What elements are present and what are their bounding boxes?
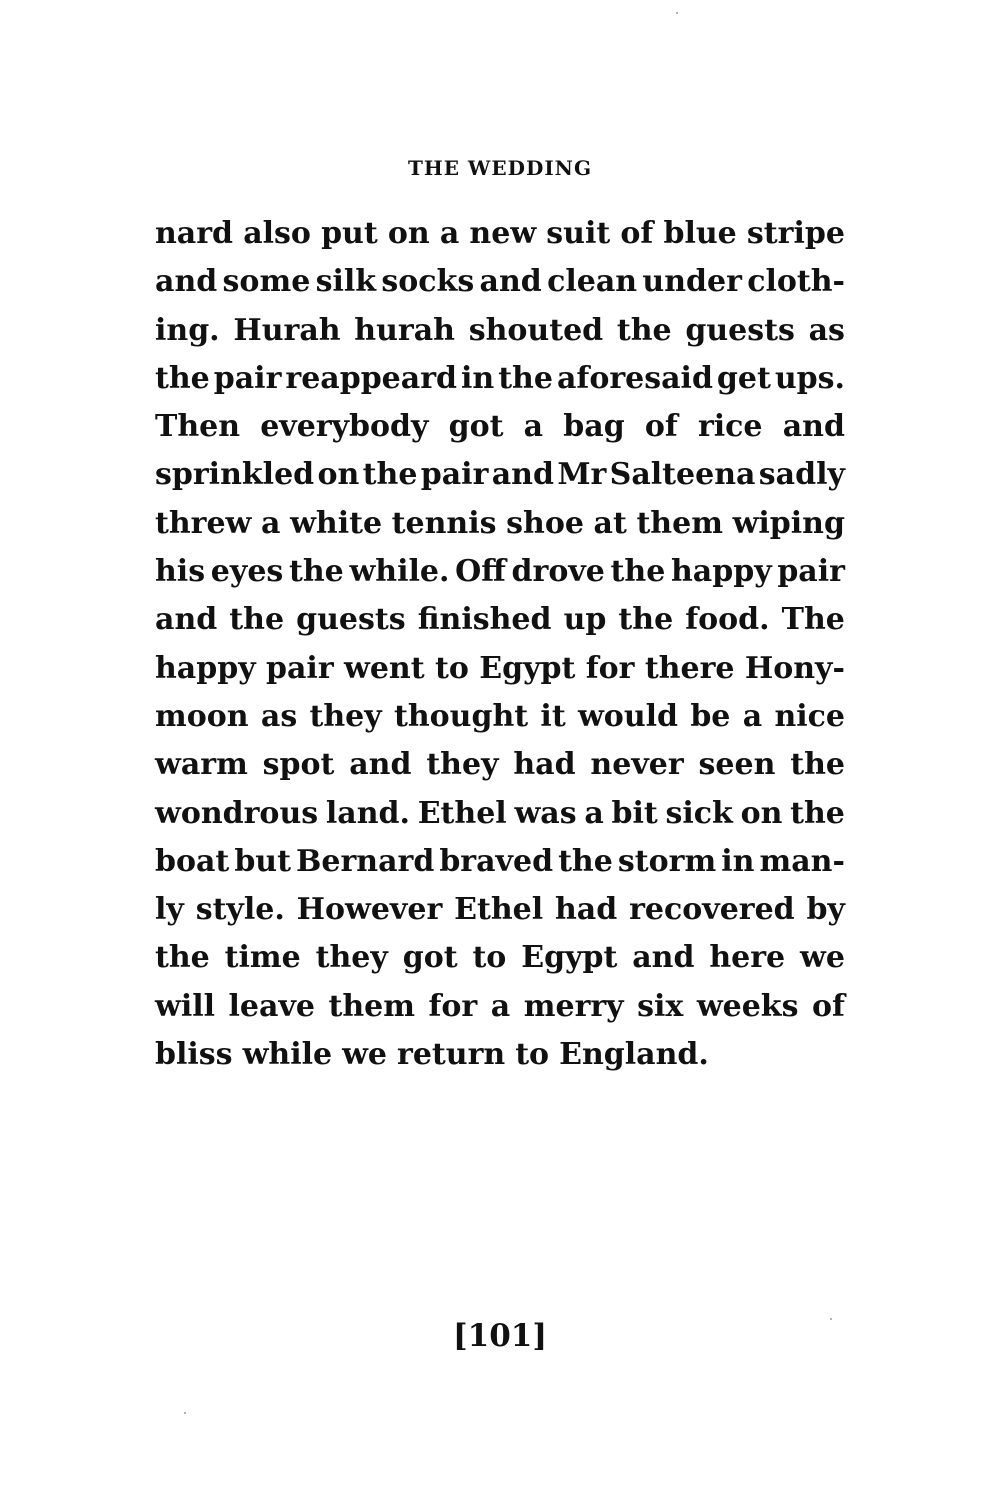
text-line: wondrous land. Ethel was a bit sick on the <box>155 795 845 831</box>
text-line: Then everybody got a bag of rice and <box>155 409 845 445</box>
text-line: the time they got to Egypt and here we <box>155 940 845 976</box>
running-head: THE WEDDING <box>407 156 593 180</box>
text-line: and some silk socks and clean under cloth- <box>155 264 845 300</box>
text-line: will leave them for a merry six weeks of <box>155 988 845 1024</box>
text-line: boat but Bernard braved the storm in man- <box>155 843 845 879</box>
scan-speck <box>184 1412 186 1414</box>
text-line: and the guests finished up the food. The <box>155 602 845 638</box>
text-line: sprinkled on the pair and Mr Salteena sadly <box>155 457 845 493</box>
text-line: moon as they thought it would be a nice <box>155 698 845 734</box>
text-line: the pair reappeard in the aforesaid get ups. <box>155 360 845 396</box>
text-line: his eyes the while. Off drove the happy pair <box>155 554 845 590</box>
text-line: warm spot and they had never seen the <box>155 747 845 783</box>
text-line: nard also put on a new suit of blue stripe <box>155 216 845 251</box>
text-line: ly style. However Ethel had recovered by <box>155 892 845 928</box>
scan-speck <box>676 12 678 14</box>
text-line: ing. Hurah hurah shouted the guests as <box>155 312 845 348</box>
body-text <box>155 210 845 1079</box>
scan-speck <box>830 1318 832 1320</box>
text-line: threw a white tennis shoe at them wiping <box>155 505 845 541</box>
page-number: [101] <box>452 1318 548 1354</box>
text-line: happy pair went to Egypt for there Hony- <box>155 650 845 686</box>
text-line: bliss while we return to England. <box>155 1037 709 1073</box>
